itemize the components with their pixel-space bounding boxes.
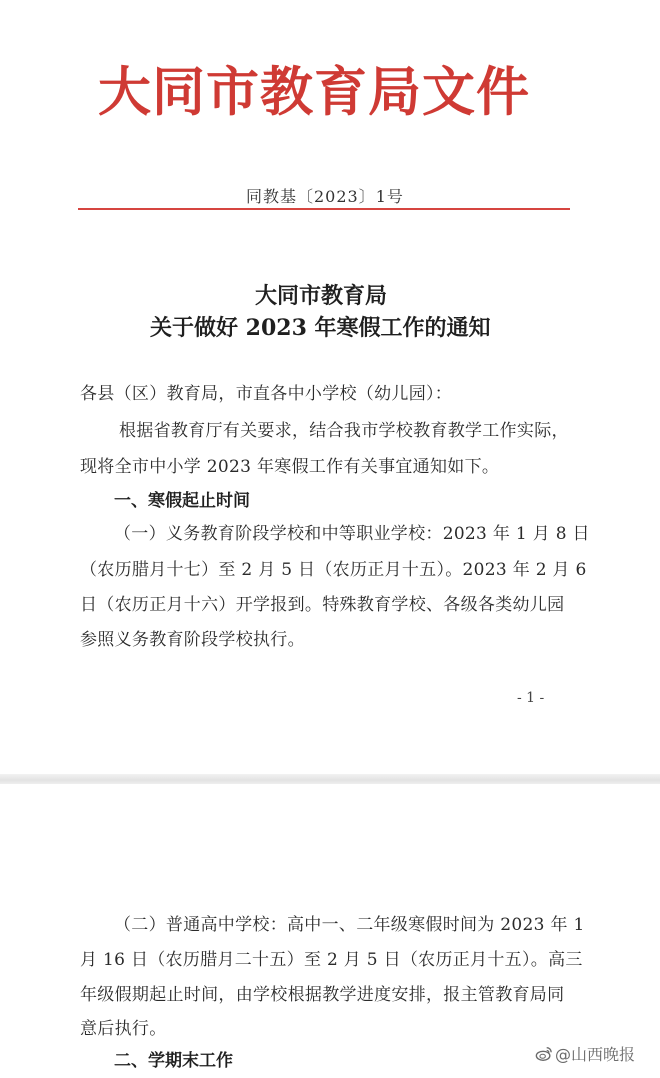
document-header-title: 大同市教育局文件 — [98, 61, 530, 123]
addressee-line: 各县（区）教育局，市直各中小学校（幼儿园）： — [80, 384, 453, 404]
watermark-text: @山西晚报 — [555, 1045, 636, 1064]
document-number: 同教基〔2023〕1号 — [246, 187, 404, 206]
intro-line-2: 现将全市中小学 2023 年寒假工作有关事宜通知如下。 — [80, 457, 500, 477]
item-2-line-2: 月 16 日（农历腊月二十五）至 2 月 5 日（农历正月十五）。高三 — [80, 950, 583, 970]
section-1-heading: 一、寒假起止时间 — [114, 491, 250, 511]
item-2-line-1: （二）普通高中学校：高中一、二年级寒假时间为 2023 年 1 — [114, 915, 585, 935]
item-1-line-4: 参照义务教育阶段学校执行。 — [80, 630, 305, 650]
intro-line-1: 根据省教育厅有关要求，结合我市学校教育教学工作实际， — [119, 421, 569, 441]
item-1-line-3: 日（农历正月十六）开学报到。特殊教育学校、各级各类幼儿园 — [80, 595, 565, 615]
red-divider-line — [78, 208, 570, 210]
page-number: - 1 - — [517, 690, 545, 706]
notice-title-line-1: 大同市教育局 — [255, 283, 388, 309]
source-watermark — [535, 1042, 635, 1065]
section-2-heading: 二、学期末工作 — [114, 1051, 233, 1071]
item-2-line-3: 年级假期起止时间，由学校根据教学进度安排，报主管教育局同 — [80, 985, 565, 1005]
item-1-line-2: （农历腊月十七）至 2 月 5 日（农历正月十五）。2023 年 2 月 6 — [80, 560, 587, 580]
weibo-logo-icon — [535, 1045, 553, 1063]
item-1-line-1: （一）义务教育阶段学校和中等职业学校：2023 年 1 月 8 日 — [114, 524, 590, 544]
item-2-line-4: 意后执行。 — [80, 1019, 167, 1039]
notice-title-line-2: 关于做好 2023 年寒假工作的通知 — [150, 315, 491, 341]
